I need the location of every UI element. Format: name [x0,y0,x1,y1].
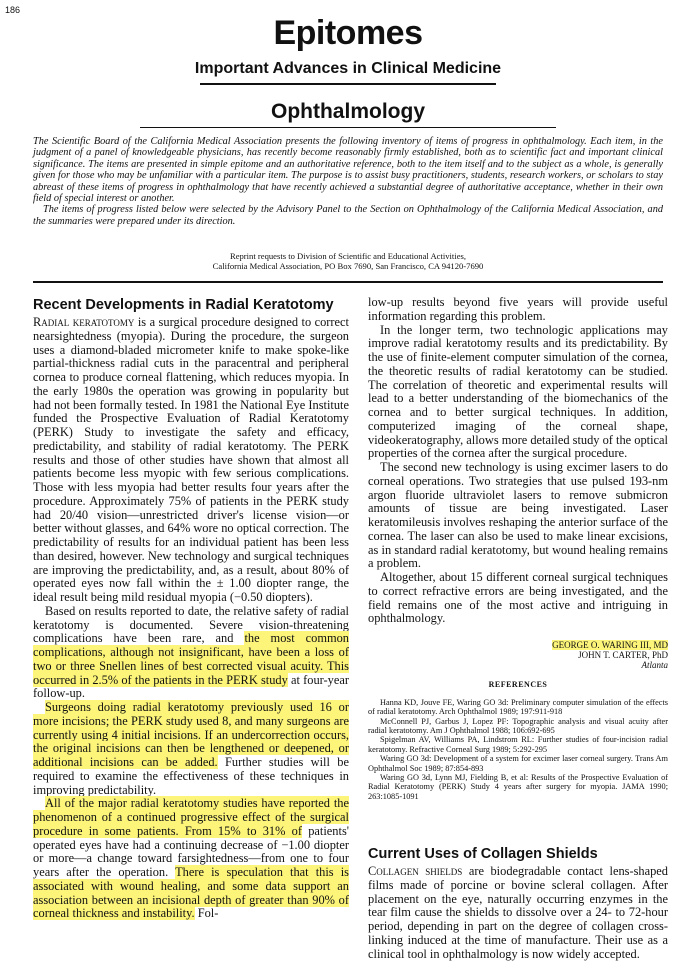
reference-item: Waring GO 3d: Development of a system for excimer laser corneal surgery. Trans Am Ophthalmol Soc 1989; 87:854-893 [368,754,668,773]
article-paragraph: low-up results beyond five years will provide useful information regarding this problem. [368,295,668,323]
intro-rule [33,281,663,283]
reprint-line: Reprint requests to Division of Scientific and Educational Activities, [229,251,467,261]
header-rule [200,83,496,85]
lead-in: Radial keratotomy [33,315,135,329]
lead-in: Collagen shields [368,864,463,879]
journal-section-subtitle: Important Advances in Clinical Medicine [194,60,502,77]
reference-item: Waring GO 3d, Lynn MJ, Fielding B, et al: Results of the Prospective Evaluation of Radial Keratotomy (PERK) Study 4 years after surgery for myopia. JAMA 1990; 263:1085-1091 [368,773,668,801]
intro-paragraph: The Scientific Board of the California Medical Association presents the following inventory of items of progress in ophthalmology. Each item, in the judgment of a panel of knowledgeable physicians, has recently become reasonably firmly established, both as to scientific fact and important clinical significance. The items are presented in simple epitome and an authoritative reference, both to the item itself and to the subject as a whole, is generally given for those who may be unfamiliar with a particular item. The purpose is to assist busy practitioners, students, research workers, or scholars to stay abreast of these items of progress in ophthalmology that have recently achieved a substantial degree of authoritative acceptance, whether in their own field of special interest or another. [33,136,663,205]
author-name: JOHN T. CARTER, PhD [578,650,668,660]
paragraph-text: are biodegradable contact lens-shaped films made of porcine or bovine scleral collagen. After placement on the eye, naturally occurring enzymes in the tear film cause the shields to dissolve over a 24- to 72-hour period, depending in part on the degree of collagen cross-linking induced at the time of manufacture. Their use as a clinical tool in ophthalmology is now widely accepted. [368,864,668,961]
reference-item: Hanna KD, Jouve FE, Waring GO 3d: Preliminary computer simulation of the effects of radial keratotomy. Arch Ophthalmol 1989; 197:911-918 [368,697,668,717]
introduction [33,136,663,227]
paragraph-text: Further studies will be required to examine the effectiveness of these techniques in improving predictability. [33,755,349,797]
article-paragraph [33,701,349,797]
references-heading: REFERENCES [488,680,548,689]
article-paragraph [33,605,349,701]
left-column [33,296,349,921]
article-title: Current Uses of Collagen Shields [368,846,598,863]
article-paragraph [33,797,349,921]
right-column [368,296,668,961]
article-paragraph [33,316,349,605]
paragraph-text: Based on results reported to date, the relative safety of radial keratotomy is documented. Severe vision-threatening complications have been rare, and [33,603,349,646]
highlighted-text: There is speculation that this is associated with wound healing, and some data support an association between an incisional depth of greater than 90% of corneal thickness and instability. [33,865,349,921]
reprint-note [0,251,696,271]
article-title: Recent Developments in Radial Keratotomy [33,297,334,313]
page-number: 186 [5,5,21,15]
paragraph-text: Fol- [194,906,219,921]
reference-item: McConnell PJ, Garbus J, Lopez PF: Topographic analysis and visual acuity after radial keratotomy. Am J Ophthalmol 1988; 106:692-695 [368,716,668,735]
article-paragraph: Altogether, about 15 different corneal surgical techniques to correct refractive errors are being investigated, and the field remains one of the most active and intriguing in ophthalmology. [368,570,668,626]
article-paragraph [368,865,668,961]
specialty-heading: Ophthalmology [271,100,425,123]
specialty-rule [140,127,556,128]
highlighted-text: All of the major radial keratotomy studies have reported the phenomenon of a continued progressive effect of the surgical procedure in some patients. From 15% to 31% of [33,796,349,838]
reference-item: Spigelman AV, Williams PA, Lindstrom RL: Further studies of four-incision radial keratotomy. Refractive Corneal Surg 1989; 5:292-295 [368,735,668,754]
highlighted-text: Surgeons doing radial keratotomy previously used 16 or more incisions; the PERK study used 8, and many surgeons are currently using 4 initial incisions. If an undercorrection occurs, the original incisions can then be lengthened or deepened, or additional incisions can be added. [33,700,349,769]
author-location: Atlanta [641,660,668,670]
author-name: GEORGE O. WARING III, MD [552,640,668,650]
paragraph-text: patients' operated eyes have had a continuing decrease of −1.00 diopter or more—a change toward farsightedness—from one to four years after the operation. [33,823,349,879]
paragraph-text: at four-year follow-up. [33,672,349,701]
article-paragraph: In the longer term, two technologic applications may improve radial keratotomy results and its predictability. By the use of finite-element computer simulation of the cornea, the theoretic results of radial keratotomy can be studied. The correlation of theoretic and experimental results will lead to a better understanding of the biomechanics of the cornea and to better surgical techniques. In addition, computerized imaging of the corneal shape, videokeratography, allows more detailed study of the optical properties of the cornea after the surgical procedure. [368,322,668,461]
reprint-line: California Medical Association, PO Box 7690, San Francisco, CA 94120-7690 [212,261,484,271]
article-paragraph: The second new technology is using excimer lasers to do corneal operations. Two strategies that use pulsed 193-nm argon fluoride ultraviolet lasers to remove submicron amounts of tissue are being investigated. Laser keratomileusis involves reshaping the anterior surface of the cornea. The laser can also be used to make linear excisions, as in standard radial keratotomy, but wound healing remains a problem. [368,460,668,571]
highlighted-text: the most common complications, although not insignificant, have been a loss of two or three Snellen lines of best corrected visual acuity. This occurred in 2.5% of the patients in the PERK study [33,631,349,687]
journal-section-title: Epitomes [273,14,423,52]
intro-paragraph: The items of progress listed below were selected by the Advisory Panel to the Section on Ophthalmology of the California Medical Association, and the summaries were prepared under its direction. [33,204,663,227]
paragraph-text: is a surgical procedure designed to correct nearsightedness (myopia). During the procedure, the surgeon uses a diamond-bladed micrometer knife to make spoke-like partial-thickness radial cuts in the paracentral and peripheral cornea to produce corneal flattening, which reduces myopia. In the early 1980s the operation was growing in popularity but had not been formally tested. In 1981 the National Eye Institute funded the Prospective Evaluation of Radial Keratotomy (PERK) Study to investigate the safety and efficacy, predictability, and stability of radial keratotomy. The PERK results and those of other studies have shown that almost all patients become less myopic with few serious complications. Those with less myopia had better results four years after the procedure. Approximately 75% of patients in the PERK study had 20/40 vision—unrestricted driver's license vision—or better without glasses, and 64% wore no optical correction. The predictability of results for an individual patient has been less than desired, however. New technology and surgical techniques are improving the predictability, and, as a result, about 80% of operated eyes now fall within the ± 1.00 diopter range, the ideal result being mild residual myopia (−0.50 diopters). [33,315,349,604]
author-byline [368,640,668,670]
